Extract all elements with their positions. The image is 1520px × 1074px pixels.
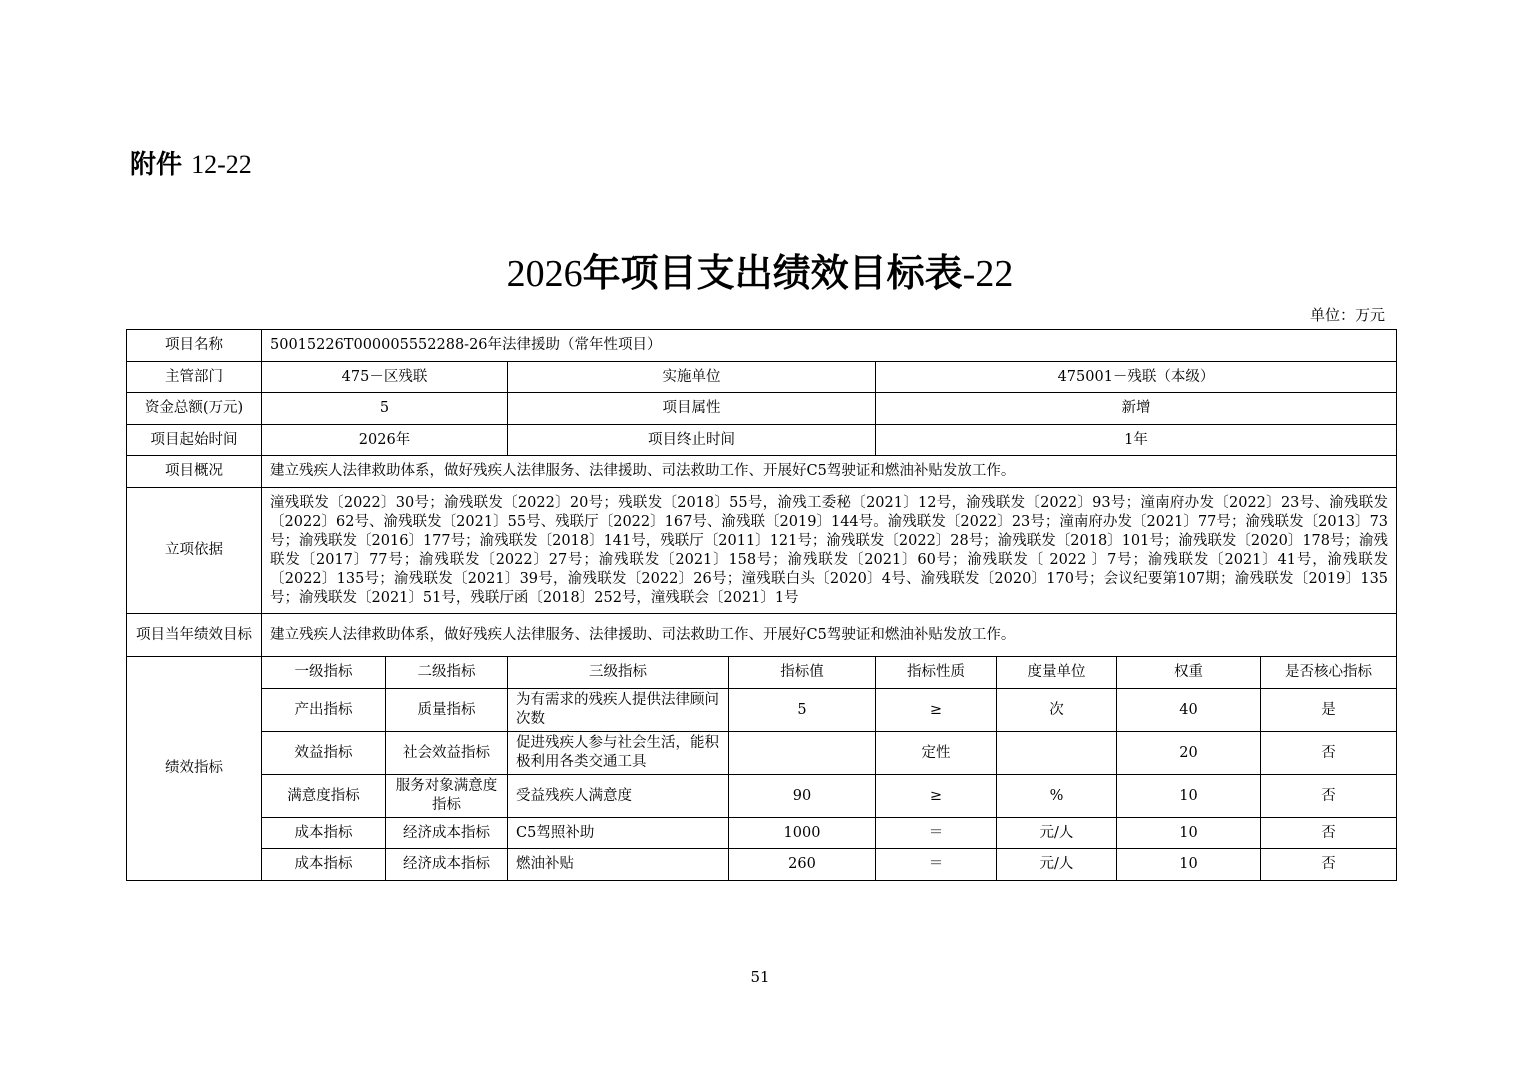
impl-value: 475001－残联（本级） [876,362,1397,393]
row-level1: 产出指标 [262,689,386,732]
header-unit: 度量单位 [997,657,1117,689]
row-level2: 经济成本指标 [386,849,508,881]
row-value: 5 [729,689,876,732]
row-value: 90 [729,775,876,818]
row-value [729,732,876,775]
row-core: 否 [1261,732,1397,775]
fund-value: 5 [262,393,508,425]
row-value: 1000 [729,818,876,849]
basis-label: 立项依据 [127,488,262,614]
attachment-number: 12-22 [191,150,252,179]
row-unit: 元/人 [997,849,1117,881]
row-unit: 元/人 [997,818,1117,849]
goal-label: 项目当年绩效目标 [127,614,262,657]
title-year: 2026 [506,253,583,295]
dept-label: 主管部门 [127,362,262,393]
header-weight: 权重 [1117,657,1261,689]
row-level3: C5驾照补助 [508,818,729,849]
start-label: 项目起始时间 [127,425,262,456]
impl-label: 实施单位 [508,362,876,393]
end-label: 项目终止时间 [508,425,876,456]
row-unit: % [997,775,1117,818]
row-weight: 10 [1117,818,1261,849]
row-value: 260 [729,849,876,881]
row-fund [127,393,1397,425]
row-core: 否 [1261,818,1397,849]
row-weight: 10 [1117,849,1261,881]
row-core: 否 [1261,849,1397,881]
unit-label: 单位：万元 [1309,306,1385,324]
overview-value: 建立残疾人法律救助体系，做好残疾人法律服务、法律援助、司法救助工作、开展好C5驾驶证和燃油补贴发放工作。 [262,456,1397,488]
table-row [127,849,1397,881]
overview-label: 项目概况 [127,456,262,488]
end-value: 1年 [876,425,1397,456]
table-row [127,818,1397,849]
row-level1: 成本指标 [262,818,386,849]
row-nature: 定性 [876,732,997,775]
table-row [127,775,1397,818]
header-level2: 二级指标 [386,657,508,689]
row-level3: 为有需求的残疾人提供法律顾问次数 [508,689,729,732]
table-row [127,689,1397,732]
row-core: 是 [1261,689,1397,732]
row-level2: 经济成本指标 [386,818,508,849]
row-nature: ＝ [876,818,997,849]
row-basis [127,488,1397,614]
indicator-header-row [127,657,1397,689]
attachment-label [130,144,252,181]
row-project-name [127,330,1397,362]
header-nature: 指标性质 [876,657,997,689]
indicators-section-label: 绩效指标 [127,657,262,881]
row-level2: 社会效益指标 [386,732,508,775]
row-unit [997,732,1117,775]
row-nature: ＝ [876,849,997,881]
header-value: 指标值 [729,657,876,689]
page-number: 51 [750,968,770,986]
document-title [0,242,1520,297]
table-row [127,732,1397,775]
title-suffix: -22 [962,253,1014,295]
start-value: 2026年 [262,425,508,456]
row-goal [127,614,1397,657]
row-overview [127,456,1397,488]
header-level1: 一级指标 [262,657,386,689]
project-name: 50015226T000005552288-26年法律援助（常年性项目） [262,330,1397,362]
row-department [127,362,1397,393]
row-weight: 40 [1117,689,1261,732]
attr-label: 项目属性 [508,393,876,425]
row-level2: 服务对象满意度指标 [386,775,508,818]
row-weight: 10 [1117,775,1261,818]
row-level3: 燃油补贴 [508,849,729,881]
row-level2: 质量指标 [386,689,508,732]
attr-value: 新增 [876,393,1397,425]
row-nature: ≥ [876,775,997,818]
basis-value: 潼残联发〔2022〕30号；渝残联发〔2022〕20号；残联发〔2018〕55号，渝残工委秘〔2021〕12号，渝残联发〔2022〕93号；潼南府办发〔2022〕23号、渝残联发〔2022〕62号、渝残联发〔2021〕55号、残联厅〔2022〕167号、渝残联〔2019〕144号。渝残联发〔2022〕23号；潼南府办发〔2021〕77号；渝残联发〔2013〕73号；渝残联发〔2016〕177号；渝残联发〔2018〕141号，残联厅〔2011〕121号；渝残联发〔2022〕28号；渝残联发〔2018〕101号；渝残联发〔2020〕178号；渝残联发〔2017〕77号；渝残联发〔2022〕27号；渝残联发〔2021〕158号；渝残联发〔2021〕60号；渝残联发〔 2022 〕7号；渝残联发〔2021〕41号，渝残联发〔2022〕135号；渝残联发〔2021〕39号，渝残联发〔2022〕26号；潼残联白头〔2020〕4号、渝残联发〔2020〕170号；会议纪要第107期；渝残联发〔2019〕135号；渝残联发〔2021〕51号，残联厅函〔2018〕252号，潼残联会〔2021〕1号 [262,488,1397,614]
title-text: 年项目支出绩效目标表 [582,251,963,295]
goal-value: 建立残疾人法律救助体系，做好残疾人法律服务、法律援助、司法救助工作、开展好C5驾驶证和燃油补贴发放工作。 [262,614,1397,657]
fund-label: 资金总额(万元) [127,393,262,425]
row-level3: 促进残疾人参与社会生活，能积极利用各类交通工具 [508,732,729,775]
row-level1: 成本指标 [262,849,386,881]
row-level1: 满意度指标 [262,775,386,818]
performance-table [126,329,1397,881]
row-unit: 次 [997,689,1117,732]
project-name-label: 项目名称 [127,330,262,362]
header-core: 是否核心指标 [1261,657,1397,689]
row-period [127,425,1397,456]
row-level1: 效益指标 [262,732,386,775]
row-level3: 受益残疾人满意度 [508,775,729,818]
header-level3: 三级指标 [508,657,729,689]
row-weight: 20 [1117,732,1261,775]
dept-value: 475－区残联 [262,362,508,393]
row-core: 否 [1261,775,1397,818]
attachment-prefix: 附件 [130,150,183,180]
row-nature: ≥ [876,689,997,732]
